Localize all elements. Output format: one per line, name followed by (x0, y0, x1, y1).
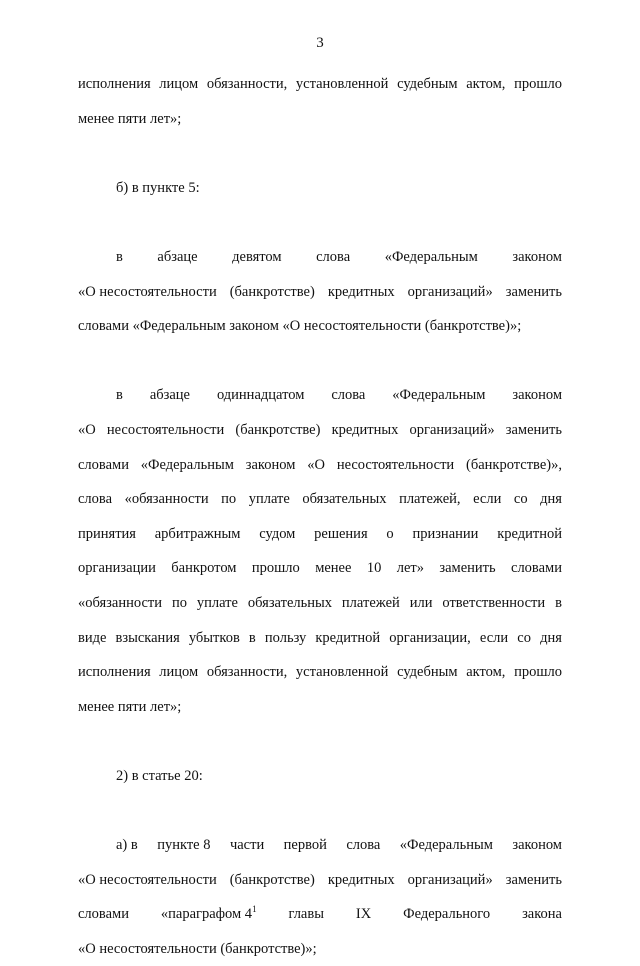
text-content: б) в пункте 5: (116, 179, 200, 196)
text-word: прошло (514, 664, 562, 681)
text-word: убытков (188, 629, 240, 646)
text-word: (банкротстве)», (466, 456, 562, 473)
text-line (78, 67, 562, 102)
text-word: банкротом (171, 560, 237, 577)
text-word: дня (540, 491, 562, 508)
text-word: слова (331, 387, 366, 404)
text-line (78, 240, 562, 275)
text-word: актом, (466, 664, 506, 681)
text-word: пункте 8 (157, 837, 211, 854)
text-word: исполнения (78, 664, 151, 681)
text-line (78, 897, 562, 932)
text-line (78, 690, 562, 725)
text-word: арбитражным (154, 525, 241, 542)
text-word: «Федеральным (384, 248, 478, 265)
text-word: законом (512, 387, 562, 404)
text-word: словами (78, 456, 129, 473)
text-word: законом (245, 456, 296, 473)
text-word: обязательных (302, 491, 387, 508)
paragraph-gap (78, 205, 562, 240)
text-word: кредитных (331, 421, 399, 438)
text-word: судебным (397, 76, 458, 92)
text-word: организаций» (407, 871, 493, 888)
text-word: закона (522, 906, 562, 923)
text-word: законом (512, 837, 562, 854)
text-word: или (409, 594, 433, 611)
text-word: решения (314, 525, 368, 542)
text-word: одиннадцатом (216, 387, 305, 404)
text-word: «Федеральным (399, 837, 493, 854)
text-content: менее пяти лет»; (78, 110, 182, 127)
text-word: платежей, (399, 491, 461, 508)
text-word: Федерального (403, 906, 491, 923)
text-word: «О (307, 456, 325, 473)
text-word: заменить (505, 283, 562, 300)
text-word: (банкротстве) (229, 871, 315, 888)
text-word: со (517, 629, 531, 646)
page-number: 3 (316, 35, 324, 51)
text-word: принятия (78, 525, 136, 542)
text-line (78, 863, 562, 898)
text-word: словами (511, 560, 562, 577)
text-word: законом (512, 248, 562, 265)
text-word: в (248, 629, 256, 646)
text-word: «О несостоятельности (78, 283, 217, 300)
text-word: платежей (341, 594, 400, 611)
text-word: «О (78, 421, 96, 438)
text-word: установленной (295, 664, 389, 681)
paragraph-gap (78, 344, 562, 379)
text-word: (банкротстве) (235, 421, 321, 438)
document-body (78, 67, 562, 966)
text-word: лицом (159, 76, 199, 92)
text-word: «параграфом $4^1$ (160, 904, 257, 923)
text-word: девятом (232, 248, 282, 265)
text-line (78, 759, 562, 794)
text-word: пользу (264, 629, 307, 646)
text-word: в (555, 594, 562, 611)
text-word: уплате (196, 594, 238, 611)
paragraph-gap (78, 724, 562, 759)
text-word: судом (259, 525, 296, 542)
text-line (78, 448, 562, 483)
text-word: организации (78, 560, 156, 577)
text-word: заменить (439, 560, 496, 577)
text-word: слова (346, 837, 381, 854)
text-line (78, 586, 562, 621)
text-word: главы (288, 906, 324, 923)
text-word: прошло (251, 560, 300, 577)
text-word: прошло (514, 76, 562, 92)
text-line (78, 517, 562, 552)
text-word: первой (283, 837, 327, 854)
text-word: несостоятельности (336, 456, 455, 473)
text-word: установленной (295, 76, 389, 92)
text-line (78, 932, 562, 966)
text-word: взыскания (115, 629, 180, 646)
text-word: абзаце (157, 248, 198, 265)
text-word: части (229, 837, 265, 854)
paragraph-gap (78, 136, 562, 171)
text-word: 10 (366, 560, 382, 577)
text-word: если (473, 491, 502, 508)
text-line (78, 621, 562, 656)
text-word: а) в (116, 837, 138, 854)
text-word: кредитных (327, 283, 395, 300)
text-word: исполнения (78, 76, 151, 92)
text-word: в (116, 387, 123, 404)
text-word: IX (355, 906, 372, 923)
text-word: кредитных (327, 871, 395, 888)
text-content: «О несостоятельности (банкротстве)»; (78, 940, 317, 957)
text-word: обязанности, (206, 76, 288, 92)
text-line (78, 378, 562, 413)
text-word: дня (540, 629, 562, 646)
text-line (78, 828, 562, 863)
text-word: заменить (505, 871, 562, 888)
text-word: «Федеральным (392, 387, 486, 404)
text-word: (банкротстве) (229, 283, 315, 300)
text-word: обязательных (247, 594, 332, 611)
text-word: если (479, 629, 509, 646)
text-word: судебным (397, 664, 458, 681)
text-word: «обязанности (78, 594, 163, 611)
text-word: актом, (466, 76, 506, 92)
text-word: слова (78, 491, 113, 508)
text-word: лет» (396, 560, 424, 577)
text-content: менее пяти лет»; (78, 698, 182, 715)
text-line (78, 551, 562, 586)
text-content: 2) в статье 20: (116, 767, 203, 784)
text-word: лицом (159, 664, 199, 681)
text-line (78, 655, 562, 690)
text-word: заменить (505, 421, 562, 438)
text-word: абзаце (149, 387, 190, 404)
text-word: ответственности (442, 594, 546, 611)
text-word: «Федеральным (140, 456, 234, 473)
text-word: виде (78, 629, 107, 646)
text-word: обязанности, (206, 664, 288, 681)
text-word: менее (315, 560, 352, 577)
text-word: организаций» (409, 421, 495, 438)
text-word: о (386, 525, 394, 542)
text-word: слова (316, 248, 351, 265)
text-word: уплате (248, 491, 290, 508)
text-line (78, 102, 562, 137)
text-word: словами (78, 906, 129, 923)
text-word: по (221, 491, 237, 508)
text-line (78, 309, 562, 344)
text-content: словами «Федеральным законом «О несостоятельности (банкротстве)»; (78, 318, 522, 335)
text-line (78, 413, 562, 448)
text-word: со (513, 491, 528, 508)
text-word: «О несостоятельности (78, 871, 217, 888)
text-word: организаций» (407, 283, 493, 300)
text-line (78, 275, 562, 310)
paragraph-gap (78, 793, 562, 828)
text-word: признании (412, 525, 479, 542)
text-line (78, 171, 562, 206)
text-word: в (116, 248, 123, 265)
text-word: несостоятельности (106, 421, 225, 438)
text-word: организации, (389, 629, 471, 646)
text-line (78, 482, 562, 517)
text-word: кредитной (497, 525, 562, 542)
text-word: «обязанности (124, 491, 209, 508)
text-word: кредитной (315, 629, 381, 646)
superscript: 1 (252, 904, 257, 915)
text-word: по (171, 594, 187, 611)
